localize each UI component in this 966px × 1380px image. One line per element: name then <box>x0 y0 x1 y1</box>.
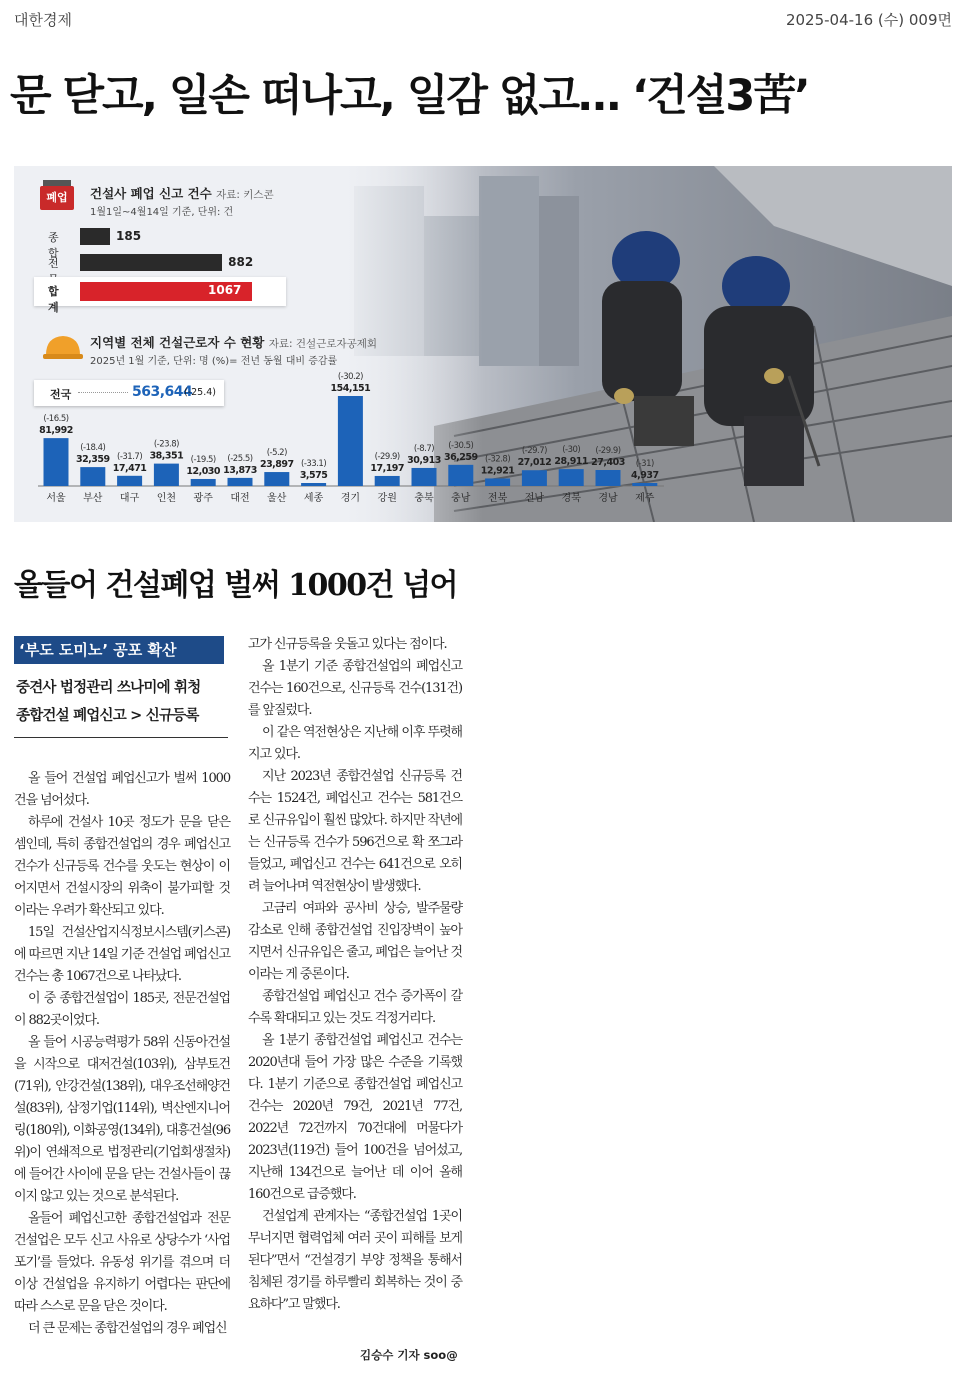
region-value-label: 17,197 <box>370 462 405 474</box>
region-bar <box>448 465 473 486</box>
byline: 김승수 기자 soo@ <box>360 1348 458 1362</box>
region-value-label: 154,151 <box>330 383 371 394</box>
national-total-change: (-25.4) <box>184 387 216 398</box>
region-value-label: 81,992 <box>39 425 73 437</box>
region-category-label: 전남 <box>524 493 545 504</box>
region-change-label: (-29.7) <box>521 446 547 457</box>
region-category-label: 부산 <box>83 493 103 504</box>
region-bar <box>522 470 547 486</box>
region-value-label: 12,921 <box>480 465 515 477</box>
closure-category-label: 전 <box>48 257 59 270</box>
deck-divider <box>14 737 228 738</box>
masthead-paper-name: 대한경제 <box>14 11 72 29</box>
region-change-label: (-29.9) <box>595 446 621 457</box>
subheadline: 올들어 건설폐업 벌써 1000건 넘어 <box>14 568 458 603</box>
region-change-label: (-5.2) <box>266 448 287 459</box>
region-value-label: 36,259 <box>443 451 478 463</box>
region-value-label: 30,913 <box>407 454 441 466</box>
paragraph: 고금리 여파와 공사비 상승, 발주물량 감소로 인해 종합건설업 진입장벽이 높아지면서 신규유입은 줄고, 폐업은 늘어난 것이라는 게 중론이다. <box>248 901 462 982</box>
region-bar <box>228 478 253 486</box>
region-category-label: 울산 <box>267 493 287 504</box>
deck-line-2: 종합건설 폐업신고 > 신규등록 <box>16 707 199 724</box>
region-value-label: 38,351 <box>149 450 184 462</box>
region-value-label: 17,471 <box>112 462 147 474</box>
region-value-label: 23,897 <box>259 459 294 471</box>
closure-value-label: 882 <box>228 255 254 269</box>
closures-panel-source: 자료: 키스콘 <box>216 189 274 201</box>
region-category-label: 대구 <box>119 493 140 504</box>
paragraph: 올 들어 건설업 폐업신고가 벌써 1000건을 넘어섰다. <box>14 771 230 808</box>
region-value-label: 32,359 <box>75 454 110 466</box>
region-bar <box>264 472 289 486</box>
paragraph: 종합건설업 폐업신고 건수 증가폭이 갈수록 확대되고 있는 것도 걱정거리다. <box>248 989 462 1026</box>
regional-workers-bar-chart <box>14 166 694 522</box>
paragraph: 올 1분기 기준 종합건설업의 폐업신고 건수는 160건으로, 신규등록 건수(131건)를 앞질렀다. <box>248 659 462 718</box>
region-bar <box>80 467 105 486</box>
region-bar <box>301 483 326 486</box>
closure-badge: 폐업 <box>40 186 74 210</box>
region-category-label: 세종 <box>303 493 324 504</box>
region-change-label: (-32.8) <box>485 454 511 465</box>
region-change-label: (-33.1) <box>301 459 327 469</box>
paragraph: 15일 건설산업지식정보시스템(키스콘)에 따르면 지난 14일 기준 건설업 폐업신고 건수는 총 1067건으로 나타났다. <box>14 925 230 984</box>
region-change-label: (-31.7) <box>117 451 143 462</box>
region-value-label: 27,012 <box>517 457 552 469</box>
region-bar <box>485 478 510 486</box>
deck-line-1: 중견사 법정관리 쓰나미에 휘청 <box>16 679 201 696</box>
region-category-label: 전북 <box>487 493 508 504</box>
region-category-label: 인천 <box>156 493 177 504</box>
paragraph: 이 중 종합건설업이 185곳, 전문건설업이 882곳이었다. <box>14 991 230 1028</box>
region-value-label: 27,403 <box>591 457 625 469</box>
article-column-2 <box>248 634 462 1316</box>
region-category-label: 강원 <box>377 493 397 504</box>
region-change-label: (-19.5) <box>190 454 216 465</box>
region-bar <box>117 476 142 486</box>
region-change-label: (-23.8) <box>153 439 179 450</box>
closure-category-label: 종합 <box>48 231 59 260</box>
region-bar <box>338 396 363 486</box>
region-category-label: 광주 <box>193 493 213 504</box>
region-value-label: 13,873 <box>223 464 257 476</box>
region-category-label: 경남 <box>598 493 618 504</box>
closure-category-label: 합계 <box>48 285 59 314</box>
region-change-label: (-16.5) <box>43 414 69 425</box>
region-bar <box>412 468 437 486</box>
masthead-date: 2025-04-16 (수) 009면 <box>785 11 952 29</box>
region-bar <box>632 483 657 486</box>
region-value-label: 4,937 <box>631 470 659 481</box>
workers-panel-source: 자료: 건설근로자공제회 <box>268 338 378 350</box>
region-bar <box>44 438 69 486</box>
section-tag: ‘부도 도미노’ 공포 확산 <box>14 636 224 664</box>
region-category-label: 충북 <box>414 493 434 504</box>
region-bar <box>191 479 216 486</box>
region-category-label: 대전 <box>230 493 250 504</box>
paragraph: 이 같은 역전현상은 지난해 이후 뚜렷해지고 있다. <box>248 725 462 762</box>
region-change-label: (-30.2) <box>337 372 363 382</box>
paragraph: 지난 2023년 종합건설업 신규등록 건수는 1524건, 폐업신고 건수는 581건으로 신규유입이 훨씬 많았다. 하지만 작년에는 신규등록 건수가 596건으로 확 쪼그라들었고, 폐업신고 건수는 641건으로 오히려 늘어나며 역전현상이 발생했다. <box>248 769 462 894</box>
region-bar <box>559 469 584 486</box>
article-column-1 <box>14 768 230 1340</box>
paragraph: 하루에 건설사 10곳 정도가 문을 닫은 셈인데, 특히 종합건설업의 경우 폐업신고 건수가 신규등록 건수를 웃도는 현상이 이어지면서 건설시장의 위축이 불가피할 것이라는 우려가 확산되고 있다. <box>14 815 230 918</box>
region-change-label: (-8.7) <box>413 443 435 454</box>
region-category-label: 경북 <box>561 493 581 504</box>
paragraph: 더 큰 문제는 종합건설업의 경우 폐업신 <box>28 1321 227 1336</box>
region-value-label: 12,030 <box>186 465 221 477</box>
paragraph: 건설업계 관계자는 “종합건설업 1곳이 무너지면 협력업체 여러 곳이 피해를 보게 된다”면서 “건설경기 부양 정책을 통해서 침체된 경기를 하루빨리 회복하는 것이 중요하다”고 말했다. <box>248 1209 462 1312</box>
paragraph: 올들어 폐업신고한 종합건설업과 전문건설업은 모두 신고 사유로 상당수가 ‘사업 포기’를 들었다. 유동성 위기를 겪으며 더 이상 건설업을 유지하기 어렵다는 판단에 따라 스스로 문을 닫은 것이다. <box>14 1211 230 1314</box>
region-change-label: (-18.4) <box>80 443 106 454</box>
closures-panel-note: 1월1일~4월14일 기준, 단위: 건 <box>90 207 234 218</box>
national-total-label: 전국 <box>50 388 72 401</box>
region-change-label: (-31) <box>635 459 654 469</box>
region-change-label: (-30.5) <box>448 440 474 451</box>
region-bar <box>154 464 179 486</box>
region-value-label: 28,911 <box>554 456 589 468</box>
paragraph-continued: 고가 신규등록을 웃돌고 있다는 점이다. <box>248 637 447 652</box>
region-bar <box>375 476 400 486</box>
closure-value-label: 1067 <box>208 283 242 297</box>
region-category-label: 경기 <box>340 493 361 504</box>
region-value-label: 3,575 <box>299 470 328 481</box>
headline: 문 닫고, 일손 떠나고, 일감 없고… ‘건설3苦’ <box>10 71 809 121</box>
region-change-label: (-29.9) <box>374 451 400 462</box>
infographic-figure <box>14 166 952 522</box>
region-change-label: (-30) <box>562 445 581 456</box>
closure-value-label: 185 <box>116 229 142 243</box>
workers-panel-title: 지역별 전체 건설근로자 수 현황 자료: 건설근로자공제회 <box>90 335 378 350</box>
region-category-label: 제주 <box>635 493 655 504</box>
closures-panel-title: 건설사 폐업 신고 건수 자료: 키스콘 <box>90 186 274 201</box>
national-total-value: 563,644 <box>132 384 193 400</box>
paragraph: 올 들어 시공능력평가 58위 신동아건설을 시작으로 대저건설(103위), 삼부토건(71위), 안강건설(138위), 대우조선해양건설(83위), 삼정기업(114위), 벽산엔지니어링(180위), 이화공영(134위), 대흥건설(96위)이 연쇄적으로 법정관리(기업회생절차)에 들어간 사이에 문을 닫는 건설사들이 끊이지 않고 있는 것으로 분석된다. <box>14 1035 230 1204</box>
region-bar <box>596 470 621 486</box>
region-category-label: 충남 <box>451 493 471 504</box>
region-category-label: 서울 <box>46 493 66 504</box>
workers-panel-note: 2025년 1월 기준, 단위: 명 (%)= 전년 동월 대비 증감률 <box>90 356 338 367</box>
paragraph: 올 1분기 종합건설업 폐업신고 건수는 2020년대 들어 가장 많은 수준을 기록했다. 1분기 기준으로 종합건설업 폐업신고 건수는 2020년 79건, 2021년 77건, 2022년 72건까지 70건대에 머물다가 2023년(119건) 들어 100건을 넘어섰고, 지난해 134건으로 늘어난 데 이어 올해 160건으로 급증했다. <box>248 1033 462 1202</box>
region-change-label: (-25.5) <box>227 453 253 464</box>
